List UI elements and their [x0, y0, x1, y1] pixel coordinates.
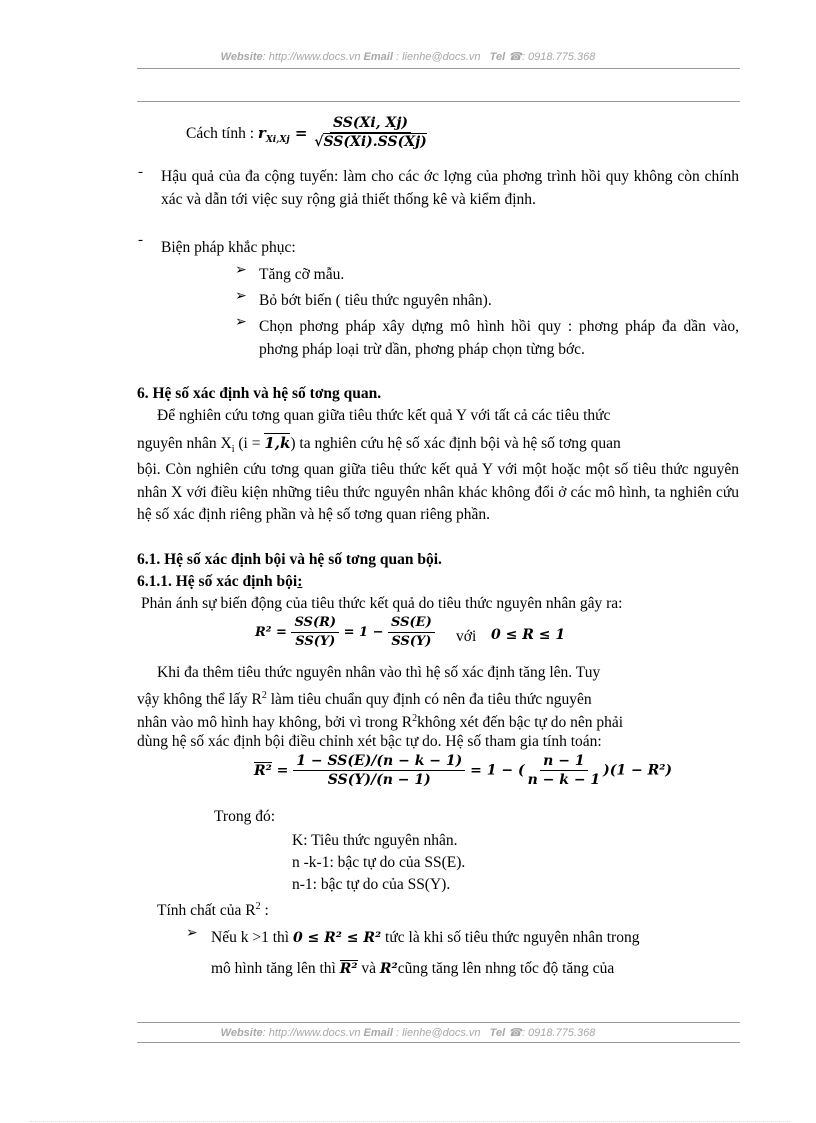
formula-r-denominator: SS(Xi).SS(Xj): [323, 134, 427, 150]
definition-2: n -k-1: bậc tự do của SS(E).: [292, 854, 466, 871]
tel-value: : 0918.775.368: [521, 51, 596, 63]
email-label: Email: [363, 51, 393, 63]
bullet-consequence: Hậu quả của đa cộng tuyến: làm cho các ớc lợng của phơng trình hồi quy không còn chính xác và dẫn tới việc suy rộng giả thiết thống kê và kiểm định.: [161, 168, 739, 208]
page-header: [0, 50, 816, 63]
inequality-math: 0 ≤ R² ≤ R²: [292, 930, 382, 946]
phone-icon: ☎: [508, 1027, 522, 1039]
para-khi-line3: nhân vào mô hình hay không, bởi vì trong $R^2không$ xét đến bậc tự do nên phải: [137, 713, 624, 732]
formula-with: với: [456, 628, 477, 645]
bullet-dash: -: [138, 164, 143, 180]
bullet-remedy: Biện pháp khắc phục:: [161, 239, 296, 256]
heading-6-1: 6.1. Hệ số xác định bội và hệ số tơng quan bội.: [137, 551, 442, 568]
formula-r-numerator: SS(Xi, Xj): [330, 114, 411, 133]
website-url: : http://www.docs.vn: [262, 51, 361, 63]
para-khi-line4: dùng hệ số xác định bội điều chỉnh xét bậc tự do. Hệ số tham gia tính toán:: [137, 733, 602, 750]
arrow-bullet-icon: ➢: [235, 289, 247, 304]
page-bottom-dots: [30, 1121, 790, 1122]
email-value: : lienhe@docs.vn: [395, 51, 481, 63]
footer-rule-bottom: [137, 1042, 740, 1043]
formula-r2: R² = $\frac{SS(R)}{SS(Y)}$ = 1 − $\frac{SS(E)}{SS(Y)}$: [255, 614, 435, 651]
range-1-k: 1,k: [264, 434, 291, 452]
sub-item-2: Bỏ bớt biến ( tiêu thức nguyên nhân).: [259, 292, 492, 309]
adjusted-r2-lhs: R²: [254, 762, 272, 779]
phone-icon: ☎: [508, 51, 522, 63]
definition-3: n-1: bậc tự do của SS(Y).: [292, 876, 451, 893]
formula-r: Cách tính : $r_{Xi,Xj}$ = $\frac{SS(Xi, Xj)}{√SS(Xi).SS(Xj)}$: [186, 115, 427, 150]
para-6-1-1: Phản ánh sự biến động của tiêu thức kết quả do tiêu thức nguyên nhân gây ra:: [141, 595, 623, 612]
para6-line1: Để nghiên cứu tơng quan giữa tiêu thức kết quả Y với tất cả các tiêu thức: [157, 407, 611, 424]
sub-item-3: Chọn phơng pháp xây dựng mô hình hồi quy : phơng pháp đa dần vào, phơng pháp loại trừ dần, phơng pháp chọn từng bớc.: [259, 318, 739, 358]
para-khi-line1: Khi đa thêm tiêu thức nguyên nhân vào thì hệ số xác định tăng lên. Tuy: [157, 664, 601, 681]
website-label: Website: [220, 51, 263, 63]
header-rule-top: [137, 68, 740, 69]
formula-r-lhs: r: [257, 124, 266, 143]
header-rule-bottom: [137, 101, 740, 102]
arrow-bullet-icon: ➢: [186, 926, 198, 941]
para-khi-line2: vậy không thể lấy $R^2$ làm tiêu chuẩn quy định có nên đa tiêu thức nguyên: [137, 690, 592, 709]
properties-label: Tính chất của $R^2$ :: [157, 901, 269, 920]
formula-r-label: Cách tính :: [186, 125, 255, 143]
formula-adjusted-r2: R² = $\frac{1 - SS(E)/(n - k - 1)}{SS(Y)/(n - 1)}$ = 1 − ( $\frac{n - 1}{n - k - 1}$ )(1 − R²): [254, 753, 673, 788]
property-line1: Nếu k >1 thì 0 ≤ R² ≤ R² tức là khi số tiêu thức nguyên nhân trong: [211, 929, 640, 946]
page-footer: Website: http://www.docs.vn Email : lienhe@docs.vn Tel ☎: 0918.775.368: [220, 1027, 596, 1039]
tel-label: Tel: [489, 51, 506, 63]
property-line2: mô hình tăng lên thì R² và R²cũng tăng lên nhng tốc độ tăng của: [211, 960, 615, 977]
para6-rest: bội. Còn nghiên cứu tơng quan giữa tiêu thức kết quả Y với một hoặc một số tiêu thức nguyên nhân X với điều kiện những tiêu thức nguyên nhân khác không đổi ở các mô hình, ta nghiên cứu hệ số xác định riêng phần và hệ số tơng quan riêng phần.: [137, 461, 739, 523]
where-label: Trong đó:: [214, 808, 276, 825]
heading-6: 6. Hệ số xác định và hệ số tơng quan.: [137, 385, 382, 402]
sub-item-1: Tăng cỡ mẫu.: [259, 266, 345, 283]
bullet-dash: -: [138, 232, 143, 248]
arrow-bullet-icon: ➢: [235, 263, 247, 278]
definition-1: K: Tiêu thức nguyên nhân.: [292, 832, 458, 849]
footer-rule-top: [137, 1022, 740, 1023]
para6-line2: nguyên nhân $X_i$ (i = 1,k) ta nghiên cứu hệ số xác định bội và hệ số tơng quan: [137, 434, 621, 456]
formula-r-range: 0 ≤ R ≤ 1: [491, 627, 566, 643]
arrow-bullet-icon: ➢: [235, 315, 247, 330]
heading-6-1-1: 6.1.1. Hệ số xác định bội:: [137, 573, 303, 590]
